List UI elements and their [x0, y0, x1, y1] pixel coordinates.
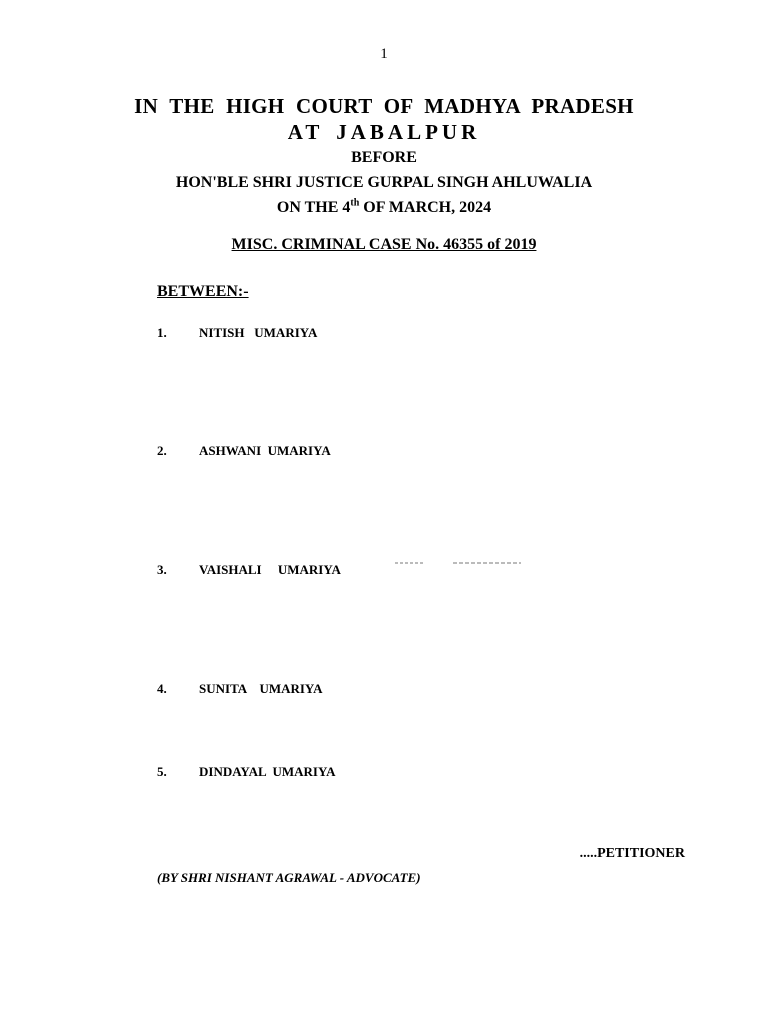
party-name: ASHWANI UMARIYA [199, 443, 331, 458]
date-rest: OF MARCH, 2024 [359, 199, 492, 216]
party-number: 5. [157, 764, 167, 779]
party-name: DINDAYAL UMARIYA [199, 764, 336, 779]
party-number: 3. [157, 562, 167, 577]
advocate-line: (BY SHRI NISHANT AGRAWAL - ADVOCATE) [157, 870, 421, 885]
party-name: NITISH UMARIYA [199, 325, 318, 340]
party-name: VAISHALI UMARIYA [199, 562, 341, 577]
page-number: 1 [380, 46, 388, 62]
date-ordinal-suffix: th [350, 197, 360, 209]
petitioner-label: .....PETITIONER [579, 846, 685, 861]
court-title: IN THE HIGH COURT OF MADHYA PRADESH [134, 94, 634, 118]
hearing-date [0, 199, 768, 217]
party-name: SUNITA UMARIYA [199, 681, 323, 696]
party-number: 2. [157, 443, 167, 458]
date-prefix: ON THE 4 [276, 199, 351, 216]
judge-name: HON'BLE SHRI JUSTICE GURPAL SINGH AHLUWALIA [175, 174, 593, 191]
before-heading: BEFORE [351, 149, 417, 166]
party-number: 4. [157, 681, 167, 696]
party-number: 1. [157, 325, 167, 340]
case-number: MISC. CRIMINAL CASE No. 46355 of 2019 [231, 236, 537, 253]
court-location: AT JABALPUR [287, 120, 481, 144]
redaction-smudge [395, 560, 525, 566]
between-heading: BETWEEN:- [157, 283, 249, 300]
